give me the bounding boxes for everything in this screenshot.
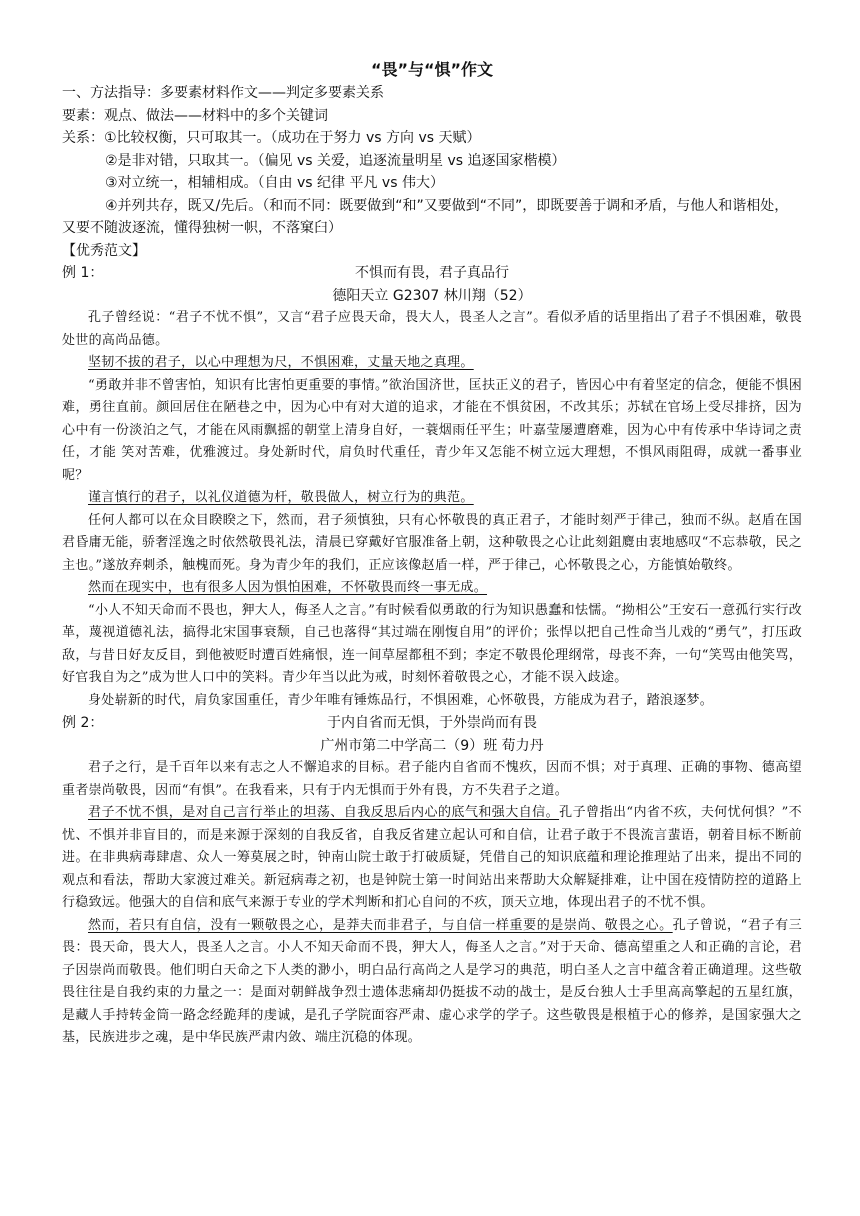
example-1-paragraph: 身处崭新的时代，肩负家国重任，青少年唯有锤炼品行，不惧困难，心怀敬畏，方能成为君子，踏浪逐梦。 xyxy=(88,692,714,708)
example-2-paragraph xyxy=(62,915,802,1050)
paragraph-body: 孔子曾指出“内省不疚，夫何忧何惧？”不忧、不惧并非盲目的，而是来源于深刻的自我反省，自我反省建立起认可和自信，让君子敢于不畏流言蜚语，朝着目标不断前进。在非典病毒肆虐、众人一筹莫展之时，钟南山院士敢于打破质疑，凭借自己的知识底蕴和理论推理站了出来，提出不同的观点和看法，帮助大家渡过难关。新冠病毒之初，也是钟院士第一时间站出来帮助大众解疑排难，让中国在疫情防控的道路上行稳致远。他强大的自信和底气来源于专业的学术判断和扪心自问的不疚，顶天立地，体现出君子的不忧不惧。 xyxy=(62,805,802,910)
method-relation-1 xyxy=(62,127,802,150)
method-relation-3: ③对立统一，相辅相成。（自由 vs 纪律 平凡 vs 伟大） xyxy=(105,175,444,191)
topic-sentence: 君子不忧不惧，是对自己言行举止的坦荡、自我反思后内心的底气和强大自信。 xyxy=(88,805,560,820)
document-page xyxy=(62,60,802,1050)
example-1-author: 德阳天立 G2307 林川翔（52） xyxy=(332,287,532,304)
method-heading: 一、方法指导：多要素材料作文——判定多要素关系 xyxy=(62,85,384,101)
example-1-paragraph: 任何人都可以在众目睽睽之下，然而，君子须慎独，只有心怀敬畏的真正君子，才能时刻严于律己，独而不纵。赵盾在国君昏庸无能，骄奢淫逸之时依然敬畏礼法，清晨已穿戴好官服准备上朝，这种敬畏之心让此刻鉏麑由衷地感叹“不忘恭敬，民之主也。”遂放弃刺杀，触槐而死。身为青少年的我们，正应该像赵盾一样，严于律己，心怀敬畏之心，方能慎始敬终。 xyxy=(62,512,802,573)
example-2-paragraph xyxy=(62,802,802,915)
example-2-author: 广州市第二中学高二（9）班 荀力丹 xyxy=(320,737,544,754)
example-1-paragraph: 孔子曾经说：“君子不忧不惧”，又言“君子应畏天命，畏大人，畏圣人之言”。看似矛盾的话里指出了君子不惧困难，敬畏处世的高尚品德。 xyxy=(62,310,802,348)
example-1-header xyxy=(62,262,802,285)
example-2-label: 例 2： xyxy=(62,715,104,731)
example-1-paragraph xyxy=(62,352,802,375)
topic-sentence: 然而，若只有自信，没有一颗敬畏之心，是莽夫而非君子，与自信一样重要的是崇尚、敬畏之心。 xyxy=(88,917,673,933)
example-1-title: 不惧而有畏，君子真品行 xyxy=(355,265,509,281)
method-relation-4: ④并列共存，既又/先后。（和而不同：既要做到“和”又要做到“不同”，即既要善于调和矛盾，与他人和谐相处，又要不随波逐流，懂得独树一帜，不落窠臼） xyxy=(62,197,789,236)
example-2-paragraph: 君子之行，是千百年以来有志之人不懈追求的目标。君子能内自省而不愧疚，因而不惧；对于真理、正确的事物、德高望重者崇尚敬畏，因而“有惧”。在我看来，只有于内无惧而于外有畏，方不失君子之道。 xyxy=(62,760,802,798)
example-1-paragraph: “勇敢并非不曾害怕，知识有比害怕更重要的事情。”欲治国济世，匡扶正义的君子，皆因心中有着坚定的信念，便能不惧困难，勇往直前。颜回居住在陋巷之中，因为心中有对大道的追求，才能在不惧贫困，不改其乐；苏轼在官场上受尽排挤，因为心中有一份淡泊之气，才能在风雨飘摇的朝堂上清身自好，一蓑烟雨任平生；叶嘉莹屡遭磨难，因为心中有传承中华诗词之责任，才能 笑对苦难，优雅渡过。身处新时代，肩负时代重任，青少年又怎能不树立远大理想，不惧风雨阻碍，成就一番事业呢？ xyxy=(62,377,802,483)
topic-sentence: 谨言慎行的君子，以礼仪道德为杆，敬畏做人，树立行为的典范。 xyxy=(88,490,474,505)
relations-label: 关系： xyxy=(62,130,104,146)
relation-text: ①比较权衡，只可取其一。（成功在于努力 vs 方向 vs 天赋） xyxy=(104,130,481,146)
example-2-title: 于内自省而无惧，于外崇尚而有畏 xyxy=(327,715,537,731)
example-1-paragraph: “小人不知天命而不畏也，狎大人，侮圣人之言。”有时候看似勇敢的行为知识愚蠢和怯懦。“拗相公”王安石一意孤行实行改革，蔑视道德礼法，搞得北宋国事衰颓，自己也落得“其过端在刚愎自用”的评价；张悍以把自己性命当儿戏的“勇气”，打压政敌，与昔日好友反目，到他被贬时遭百姓痛恨，连一间草屋都租不到；李定不敬畏伦理纲常，母丧不奔，一句“笑骂由他笑骂，好官我自为之”成为世人口中的笑料。青少年当以此为戒，时刻怀着敬畏之心，才能不误入歧途。 xyxy=(62,602,802,685)
topic-sentence: 坚韧不拔的君子，以心中理想为尺，不惧困难，丈量天地之真理。 xyxy=(88,355,474,370)
example-1-paragraph xyxy=(62,577,802,600)
example-2-header xyxy=(62,712,802,735)
paragraph-body: 孔子曾说，“君子有三畏：畏天命，畏大人，畏圣人之言。小人不知天命而不畏，狎大人，侮圣人之言。”对于天命、德高望重之人和正确的言论，君子因崇尚而敬畏。他们明白天命之下人类的渺小，明白品行高尚之人是学习的典范，明白圣人之言中蕴含着正确道理。这些敬畏往往是自我约束的力量之一：是面对朝鲜战争烈士遗体悲痛却仍挺拔不动的战士，是反台独人士手里高高擎起的五星红旗，是藏人手持转金筒一路念经跪拜的虔诚，是孔子学院面容严肃、虚心求学的学子。这些敬畏是根植于心的修养，是国家强大之基，民族进步之魂，是中华民族严肃内敛、端庄沉稳的体现。 xyxy=(62,917,802,1045)
example-1-label: 例 1： xyxy=(62,265,104,281)
method-relation-2: ②是非对错，只取其一。（偏见 vs 关爱，追逐流量明星 vs 追逐国家楷模） xyxy=(105,152,566,169)
document-title: “畏”与“惧”作文 xyxy=(370,60,494,79)
method-elements: 要素：观点、做法——材料中的多个关键词 xyxy=(62,107,328,124)
example-1-paragraph xyxy=(62,487,802,510)
section-label: 【优秀范文】 xyxy=(62,242,146,259)
topic-sentence: 然而在现实中，也有很多人因为惧怕困难，不怀敬畏而终一事无成。 xyxy=(88,580,488,595)
